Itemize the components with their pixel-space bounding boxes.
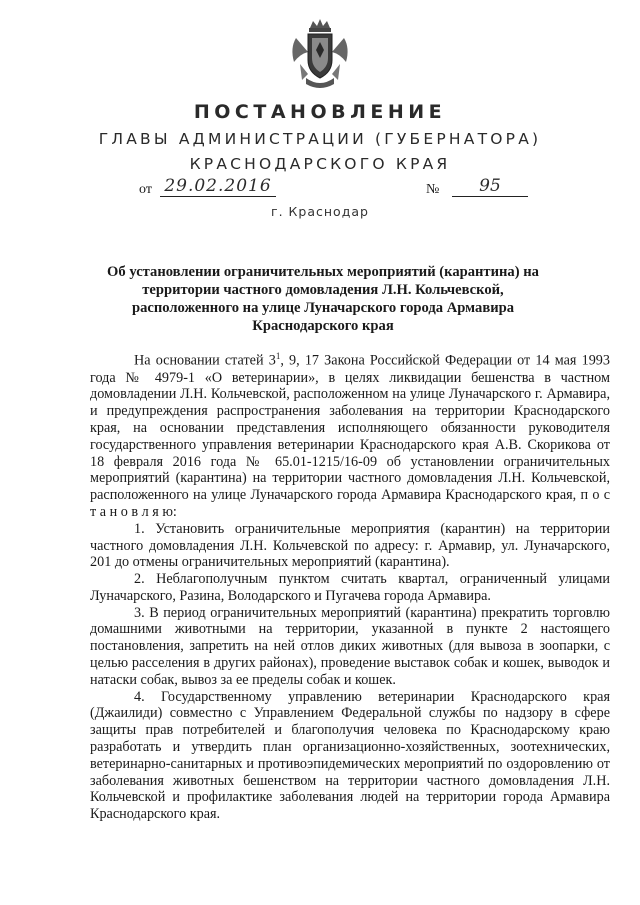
paragraph-1: 1. Установить ограничительные мероприятия (карантин) на территории частного домовладения Л.Н. Кольчевской по адресу: г. Армавир, ул. Луначарского, 201 до отмены ограничительных мероприятий (карантина). xyxy=(90,520,610,571)
date-value: 29.02.2016 xyxy=(160,176,276,197)
paragraph-3: 3. В период ограничительных мероприятий (карантина) прекратить торговлю домашними животными на территории, указанной в пункте 2 настоящего постановления, запретить на ней отлов диких животных (для вывоза в зоопарки, с целью расселения в других районах), проведение выставок собак и кошек, выводок и натаски собак, вывоз за ее пределы собак и кошек. xyxy=(90,604,610,688)
paragraph-2: 2. Неблагополучным пунктом считать квартал, ограниченный улицами Луначарского, Разина, Володарского и Пугачева города Армавира. xyxy=(90,571,610,604)
document-type-heading: ПОСТАНОВЛЕНИЕ xyxy=(193,101,447,123)
paragraph-4: 4. Государственному управлению ветеринарии Краснодарского края (Джаилиди) совместно с Управлением Федеральной службы по надзору в сфере защиты прав потребителей и благополучия человека по Краснодарскому краю разработать и утвердить план организационно-хозяйственных, зоотехнических, ветеринарно-санитарных и противоэпидемических мероприятий по оздоровлению от заболевания животных бешенством на территории частного домовладения Л.Н. Кольчевской и профилактике заболевания людей на территории города Армавира Краснодарского края. xyxy=(90,688,610,823)
number-value: 95 xyxy=(452,176,528,197)
intro-paragraph xyxy=(90,348,610,521)
region-heading: КРАСНОДАРСКОГО КРАЯ xyxy=(189,155,451,173)
intro-text-b: , 9, 17 Закона Российской Федерации от 14 мая 1993 года № 4979-1 «О ветеринарии», в целях ликвидации бешенства в частном домовладении Л.Н. Кольчевской, расположенном на улице Луначарского г. Армавира, и предупреждения распространения заболевания на территории Краснодарского края, на основании представления исполняющего обязанности руководителя государственного управления ветеринарии Краснодарского края А.В. Скорикова от 18 февраля 2016 года № 65.01-1215/16-09 об установлении ограничительных мероприятий (карантина) на территории частного домовладения Л.Н. Кольчевской, расположенного на улице Луначарского города Армавира Краснодарского края, п о с т а н о в л я ю: xyxy=(90,352,610,520)
intro-text-a: На основании статей 3 xyxy=(134,352,276,369)
intro-superscript: 1 xyxy=(275,351,281,361)
document-body xyxy=(90,348,610,823)
document-title: Об установлении ограничительных мероприятий (карантина) на территории частного домовладения Л.Н. Кольчевской, расположенного на улице Луначарского города Армавира Краснодарского края xyxy=(107,264,539,334)
city-label: г. Краснодар xyxy=(271,204,369,219)
number-label: № xyxy=(426,182,440,197)
coat-of-arms-icon xyxy=(286,18,354,90)
issuer-heading: ГЛАВЫ АДМИНИСТРАЦИИ (ГУБЕРНАТОРА) xyxy=(98,130,542,148)
date-label: от xyxy=(139,182,152,197)
